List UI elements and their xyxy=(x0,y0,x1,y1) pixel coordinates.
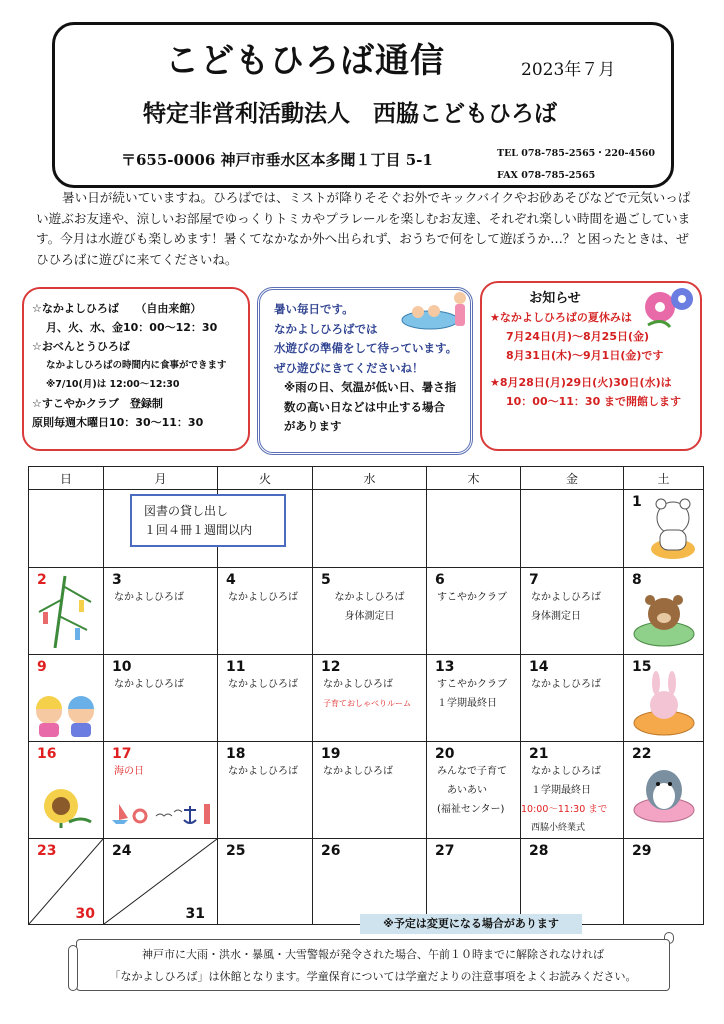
event-nakayoshi: なかよしひろば xyxy=(531,766,601,777)
day-cell-4 xyxy=(218,568,313,655)
event-body-measurement: 身体測定日 xyxy=(531,611,581,622)
day-number: 30 xyxy=(75,906,95,922)
day-cell-20 xyxy=(427,742,521,839)
day-cell-3 xyxy=(104,568,218,655)
event-nakayoshi: なかよしひろば xyxy=(228,592,298,603)
day-number: 21 xyxy=(529,746,549,762)
water-play-note: ※雨の日、気温が低い日、暑さ指 xyxy=(284,380,457,394)
announcement-line: ★8月28日(月)29日(火)30日(水)は xyxy=(490,376,672,389)
day-cell-24-31 xyxy=(104,839,218,925)
issue-date: 2023年７月 xyxy=(521,60,616,80)
event-nakayoshi: なかよしひろば xyxy=(114,679,184,690)
calendar-week-3 xyxy=(29,655,704,742)
day-number: 28 xyxy=(529,843,549,859)
rabbit-float-icon xyxy=(632,671,696,737)
event-aiai-line: みんなで子育て xyxy=(437,766,507,777)
tel-number: TEL 078-785-2565・220-4560 xyxy=(497,148,655,159)
announcement-heading: お知らせ xyxy=(529,291,581,306)
schedule-line: ☆なかよしひろば （自由来館） xyxy=(32,302,202,315)
day-number: 12 xyxy=(321,659,341,675)
day-cell-2 xyxy=(29,568,104,655)
water-play-line: なかよしひろばでは xyxy=(274,321,378,336)
day-cell-22 xyxy=(624,742,704,839)
day-number: 19 xyxy=(321,746,341,762)
day-number: 20 xyxy=(435,746,455,762)
day-cell-27 xyxy=(427,839,521,925)
day-cell-16 xyxy=(29,742,104,839)
library-lending-note xyxy=(130,494,286,547)
day-number: 10 xyxy=(112,659,132,675)
weekday-mon: 月 xyxy=(104,467,218,490)
day-number: 29 xyxy=(632,843,652,859)
event-term-last-day: １学期最終日 xyxy=(437,698,497,709)
day-cell-21 xyxy=(521,742,624,839)
kids-swimming-icon xyxy=(31,691,103,739)
event-aiai-line: あいあい xyxy=(447,785,487,796)
schedule-line: 月、火、水、金10：00～12：30 xyxy=(46,321,218,334)
day-number: 8 xyxy=(632,572,642,588)
schedule-line: なかよしひろばの時間内に食事ができます xyxy=(46,360,227,371)
water-play-note: 数の高い日などは中止する場合 xyxy=(284,399,445,414)
day-cell-10 xyxy=(104,655,218,742)
day-number: 3 xyxy=(112,572,122,588)
water-play-line: 暑い毎日です。 xyxy=(274,302,354,316)
day-cell-28 xyxy=(521,839,624,925)
day-cell-14 xyxy=(521,655,624,742)
weekday-fri: 金 xyxy=(521,467,624,490)
footer-line: 「なかよしひろば」は休館となります。学童保育については学童だよりの注意事項をよくお読みください。 xyxy=(109,970,637,983)
water-play-note: があります xyxy=(284,419,342,433)
marine-icons xyxy=(106,800,216,826)
contact-info xyxy=(497,143,655,187)
event-nakayoshi: なかよしひろば xyxy=(531,592,601,603)
water-play-line: 水遊びの準備をして待っています。 xyxy=(274,341,458,355)
weekday-tue: 火 xyxy=(218,467,313,490)
announcement-line: 10：00～11：30 まで開館します xyxy=(506,395,682,408)
schedule-line: ☆すこやかクラブ 登録制 xyxy=(32,397,163,410)
event-nakayoshi: なかよしひろば xyxy=(228,766,298,777)
event-nakayoshi: なかよしひろば xyxy=(334,592,405,603)
scroll-curl xyxy=(68,945,78,991)
library-line: 図書の貸し出し xyxy=(144,504,229,518)
event-sukoyaka: すこやかクラブ xyxy=(437,679,507,690)
fax-number: FAX 078-785-2565 xyxy=(497,170,596,181)
event-nakayoshi: なかよしひろば xyxy=(531,679,601,690)
warning-footer xyxy=(76,939,670,991)
day-cell-empty xyxy=(313,490,427,568)
event-marine-day: 海の日 xyxy=(114,766,144,777)
event-aiai-line: (福祉センター) xyxy=(437,804,505,815)
day-number: 11 xyxy=(226,659,246,675)
penguin-float-icon xyxy=(632,764,696,826)
day-cell-11 xyxy=(218,655,313,742)
bear-float-icon xyxy=(632,590,696,650)
day-number: 4 xyxy=(226,572,236,588)
morning-glory-icon xyxy=(640,281,696,331)
day-cell-19 xyxy=(313,742,427,839)
day-cell-12 xyxy=(313,655,427,742)
footer-line: 神戸市に大雨・洪水・暴風・大雪警報が発令された場合、午前１０時までに解除されなければ xyxy=(142,948,604,961)
day-number: 7 xyxy=(529,572,539,588)
day-number: 9 xyxy=(37,659,47,675)
day-cell-29 xyxy=(624,839,704,925)
weekday-wed: 水 xyxy=(313,467,427,490)
newsletter-header xyxy=(52,22,674,188)
day-number: 15 xyxy=(632,659,652,675)
event-term-last-day: １学期最終日 xyxy=(531,785,591,796)
day-cell-empty xyxy=(29,490,104,568)
day-cell-empty xyxy=(521,490,624,568)
event-sukoyaka: すこやかクラブ xyxy=(437,592,507,603)
day-number: 6 xyxy=(435,572,445,588)
schedule-line: ※7/10(月)は 12:00～12:30 xyxy=(46,379,180,390)
water-play-line: ぜひ遊びにきてくださいね！ xyxy=(274,360,424,375)
event-nakayoshi: なかよしひろば xyxy=(323,766,393,777)
day-cell-7 xyxy=(521,568,624,655)
address: 〒655-0006 神戸市垂水区本多聞１丁目 5-1 xyxy=(121,151,433,169)
day-cell-5 xyxy=(313,568,427,655)
day-number: 23 xyxy=(37,843,57,859)
calendar-week-2 xyxy=(29,568,704,655)
weekday-thu: 木 xyxy=(427,467,521,490)
day-cell-23-30 xyxy=(29,839,104,925)
day-cell-13 xyxy=(427,655,521,742)
day-number: 27 xyxy=(435,843,455,859)
weekday-sat: 土 xyxy=(624,467,704,490)
tanabata-bamboo-icon xyxy=(35,572,95,648)
day-number: 18 xyxy=(226,746,246,762)
day-cell-9 xyxy=(29,655,104,742)
day-number: 13 xyxy=(435,659,455,675)
intro-text: 暑い日が続いていますね。ひろばでは、ミストが降りそそぐお外でキックバイクやお砂あそびなどで元気いっぱい遊ぶお友達や、涼しいお部屋でゆっくりトミカやプラレールを楽しむお友達、それぞれ楽しい時間を過ごしています。今月は水遊びも楽しめます！暑くてなかなか外へ出られず、おうちで何をして遊ぼうか…？と困ったときは、ぜひひろばに遊びに来てくださいね。 xyxy=(36,190,691,267)
event-parenting-chat-room: 子育ておしゃべりルーム xyxy=(323,699,411,708)
schedule-line: ☆おべんとうひろば xyxy=(32,340,130,353)
announcement-line: 7月24日(月)～8月25日(金) xyxy=(506,330,650,343)
organization-name: 特定非営利活動法人 西脇こどもひろば xyxy=(143,100,557,127)
day-cell-17 xyxy=(104,742,218,839)
event-closing-ceremony: 西脇小終業式 xyxy=(531,823,586,833)
day-cell-15 xyxy=(624,655,704,742)
weekday-sun: 日 xyxy=(29,467,104,490)
day-number: 17 xyxy=(112,746,132,762)
day-number: 5 xyxy=(321,572,331,588)
day-cell-26 xyxy=(313,839,427,925)
announcement-box xyxy=(480,281,702,451)
announcement-line: ★なかよしひろばの夏休みは xyxy=(490,311,632,324)
event-open-hours: 10:00～11:30 まで xyxy=(521,804,608,815)
pool-children-icon xyxy=(400,284,470,332)
day-number: 1 xyxy=(632,494,642,510)
schedule-change-notice: ※予定は変更になる場合があります xyxy=(360,914,582,934)
day-number: 25 xyxy=(226,843,246,859)
day-cell-18 xyxy=(218,742,313,839)
day-number: 22 xyxy=(632,746,652,762)
day-cell-empty xyxy=(427,490,521,568)
day-number: 16 xyxy=(37,746,57,762)
day-cell-1 xyxy=(624,490,704,568)
schedule-line: 原則毎週木曜日10：30～11：30 xyxy=(32,416,204,429)
announcement-line: 8月31日(木)～9月1日(金)です xyxy=(506,349,664,362)
day-number: 2 xyxy=(37,572,47,588)
event-nakayoshi: なかよしひろば xyxy=(228,679,298,690)
day-number: 14 xyxy=(529,659,549,675)
day-cell-6 xyxy=(427,568,521,655)
event-nakayoshi: なかよしひろば xyxy=(114,592,184,603)
newsletter-title: こどもひろば通信 xyxy=(165,41,445,81)
day-number: 26 xyxy=(321,843,341,859)
day-number: 31 xyxy=(185,906,205,922)
schedule-info-box xyxy=(22,287,250,451)
day-cell-25 xyxy=(218,839,313,925)
weekday-header-row xyxy=(29,467,704,490)
event-nakayoshi: なかよしひろば xyxy=(323,679,393,690)
calendar-week-5 xyxy=(29,839,704,925)
calendar-week-4 xyxy=(29,742,704,839)
water-play-box xyxy=(257,287,473,455)
sunflower-icon xyxy=(39,786,95,828)
day-number: 24 xyxy=(112,843,132,859)
library-line: １回４冊１週間以内 xyxy=(144,523,253,537)
day-cell-8 xyxy=(624,568,704,655)
event-body-measurement: 身体測定日 xyxy=(344,611,395,622)
polar-bear-icon xyxy=(648,494,698,564)
